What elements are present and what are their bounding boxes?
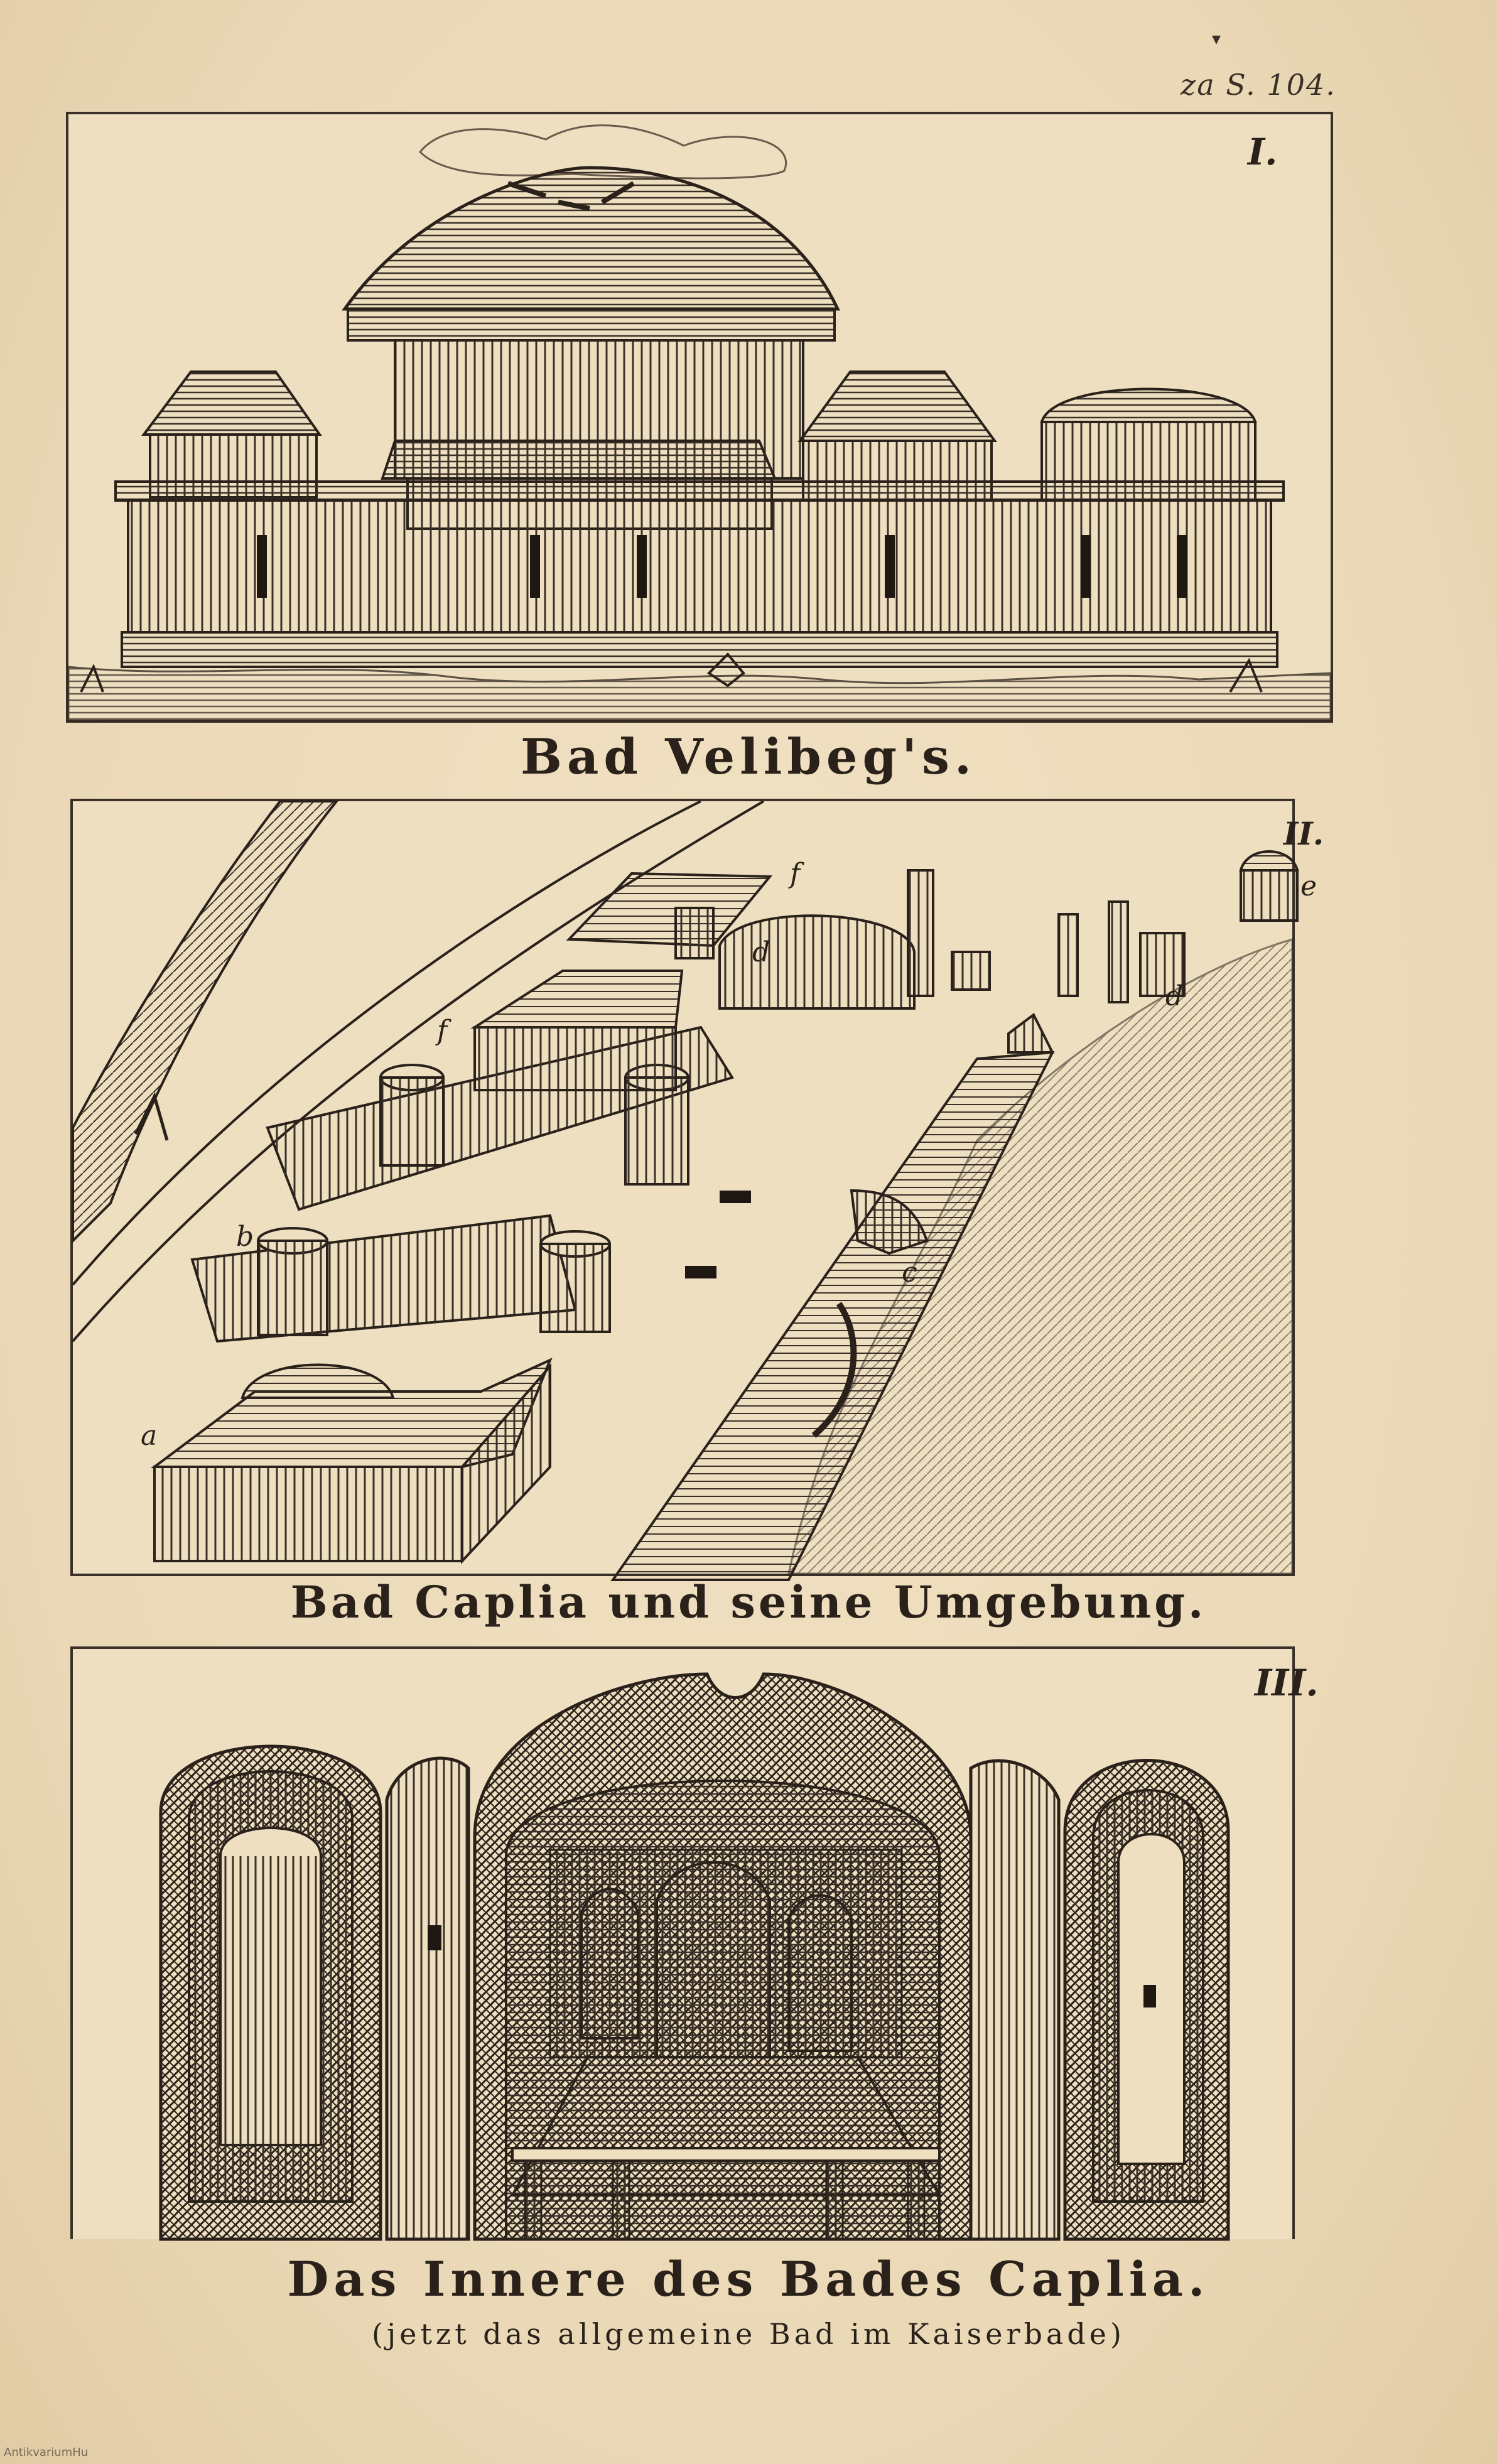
plate-1-numeral: I.: [1248, 131, 1278, 173]
label-d-right: d: [1165, 980, 1184, 1012]
watermark: AntikvariumHu: [4, 2446, 89, 2459]
velibeg-bath-engraving: [68, 114, 1331, 720]
plate-2-numeral: II.: [1284, 815, 1324, 852]
caplia-surroundings-engraving: [73, 801, 1292, 1574]
label-f-upper: f: [790, 858, 801, 890]
page-reference: za S. 104.: [1181, 68, 1336, 102]
label-a: a: [141, 1420, 158, 1452]
plate-3-caplia-interior: [70, 1646, 1319, 2239]
plate-2-caplia-surroundings: [70, 799, 1324, 1576]
page-mark: ▾: [1212, 28, 1221, 49]
plate-1-caption: Bad Velibeg's.: [520, 728, 977, 786]
caplia-interior-engraving: [73, 1649, 1292, 2239]
plate-3-numeral: III.: [1255, 1662, 1319, 1704]
plate-2-caption: Bad Caplia und seine Umgebung.: [290, 1576, 1207, 1628]
label-f-lower: f: [437, 1015, 448, 1047]
label-b: b: [236, 1221, 254, 1253]
label-e: e: [1300, 870, 1317, 902]
label-c: c: [902, 1256, 917, 1289]
plate-3-caption: Das Innere des Bades Caplia.: [287, 2251, 1210, 2307]
label-d-upper: d: [752, 936, 770, 968]
plate-1-velibeg-bath: [66, 112, 1333, 723]
plate-3-subcaption: (jetzt das allgemeine Bad im Kaiserbade): [372, 2317, 1125, 2351]
